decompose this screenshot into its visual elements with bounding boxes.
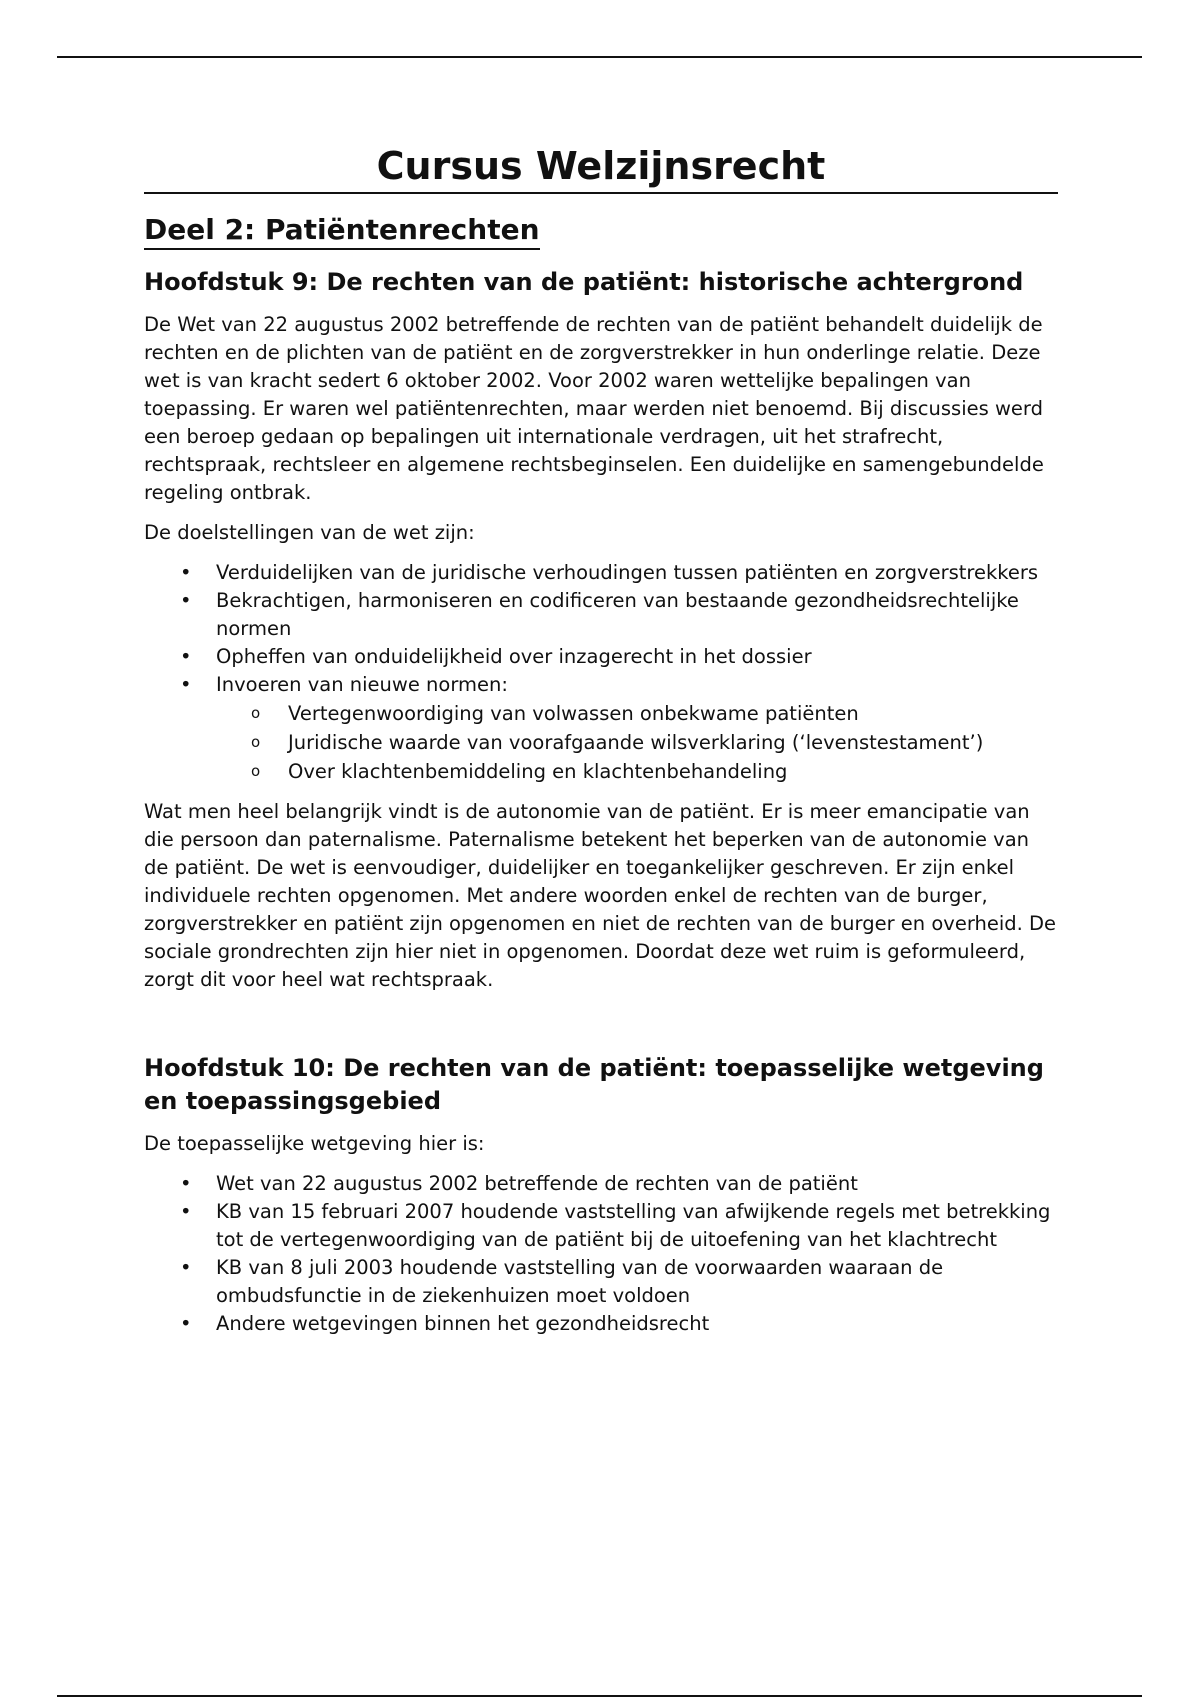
sublist-item-text: Over klachtenbemiddeling en klachtenbehandeling	[288, 760, 788, 783]
bullet-icon: •	[180, 1200, 192, 1223]
list-item	[144, 643, 1058, 671]
sublist-item	[216, 699, 1058, 728]
bullet-icon: •	[180, 673, 192, 696]
chapter-9-closing-paragraph: Wat men heel belangrijk vindt is de autonomie van de patiënt. Er is meer emancipatie van die persoon dan paternalisme. Paternalisme betekent het beperken van de autonomie van de patiënt. De wet is eenvoudiger, duidelijker en toegankelijker geschreven. Er zijn enkel individuele rechten opgenomen. Met andere woorden enkel de rechten van de burger, zorgverstrekker en patiënt zijn opgenomen en niet de rechten van de burger en overheid. De sociale grondrechten zijn hier niet in opgenomen. Doordat deze wet ruim is geformuleerd, zorgt dit voor heel wat rechtspraak.	[144, 800, 1057, 991]
list-item	[144, 587, 1058, 643]
chapter-9-title: Hoofdstuk 9: De rechten van de patiënt: historische achtergrond	[144, 268, 1024, 296]
sublist-item	[216, 728, 1058, 757]
list-item-text: Opheffen van onduidelijkheid over inzagerecht in het dossier	[216, 645, 812, 668]
list-item	[144, 1198, 1058, 1254]
goals-list	[144, 559, 1058, 786]
document-body	[144, 140, 1058, 1338]
bullet-icon: •	[180, 645, 192, 668]
sublist-item-text: Vertegenwoordiging van volwassen onbekwame patiënten	[288, 702, 859, 725]
bullet-icon: •	[180, 589, 192, 612]
list-item-text: Bekrachtigen, harmoniseren en codificeren van bestaande gezondheidsrechtelijke normen	[216, 589, 1019, 640]
sublist-item	[216, 757, 1058, 786]
document-title: Cursus Welzijnsrecht	[144, 140, 1058, 194]
bullet-icon: •	[180, 1256, 192, 1279]
chapter-10-title: Hoofdstuk 10: De rechten van de patiënt: toepasselijke wetgeving en toepassingsgebied	[144, 1054, 1044, 1115]
circle-bullet-icon: o	[251, 733, 261, 751]
list-item-text: Verduidelijken van de juridische verhoudingen tussen patiënten en zorgverstrekkers	[216, 561, 1039, 584]
header-rule	[57, 56, 1142, 58]
chapter-10-lead-paragraph: De toepasselijke wetgeving hier is:	[144, 1132, 485, 1155]
footer-rule	[57, 1695, 1142, 1697]
circle-bullet-icon: o	[251, 704, 261, 722]
new-norms-sublist	[216, 699, 1058, 786]
list-item-text: Invoeren van nieuwe normen:	[216, 673, 508, 696]
chapter-9-intro-paragraph: De Wet van 22 augustus 2002 betreffende de rechten van de patiënt behandelt duidelijk de rechten en de plichten van de patiënt en de zorgverstrekker in hun onderlinge relatie. Deze wet is van kracht sedert 6 oktober 2002. Voor 2002 waren wettelijke bepalingen van toepassing. Er waren wel patiëntenrechten, maar werden niet benoemd. Bij discussies werd een beroep gedaan op bepalingen uit internationale verdragen, uit het strafrecht, rechtspraak, rechtsleer en algemene rechtsbeginselen. Een duidelijke en samengebundelde regeling ontbrak.	[144, 313, 1044, 504]
laws-list	[144, 1170, 1058, 1338]
list-item-text: KB van 15 februari 2007 houdende vaststelling van afwijkende regels met betrekking tot de vertegenwoordiging van de patiënt bij de uitoefening van het klachtrecht	[216, 1200, 1051, 1251]
goals-lead-paragraph: De doelstellingen van de wet zijn:	[144, 521, 475, 544]
list-item	[144, 1310, 1058, 1338]
list-item	[144, 559, 1058, 587]
part-title: Deel 2: Patiëntenrechten	[144, 212, 540, 250]
bullet-icon: •	[180, 1312, 192, 1335]
list-item-text: Wet van 22 augustus 2002 betreffende de rechten van de patiënt	[216, 1172, 858, 1195]
list-item	[144, 671, 1058, 786]
bullet-icon: •	[180, 561, 192, 584]
sublist-item-text: Juridische waarde van voorafgaande wilsverklaring (‘levenstestament’)	[288, 731, 984, 754]
circle-bullet-icon: o	[251, 762, 261, 780]
list-item	[144, 1254, 1058, 1310]
list-item-text: Andere wetgevingen binnen het gezondheidsrecht	[216, 1312, 710, 1335]
bullet-icon: •	[180, 1172, 192, 1195]
list-item	[144, 1170, 1058, 1198]
list-item-text: KB van 8 juli 2003 houdende vaststelling van de voorwaarden waaraan de ombudsfunctie in de ziekenhuizen moet voldoen	[216, 1256, 944, 1307]
